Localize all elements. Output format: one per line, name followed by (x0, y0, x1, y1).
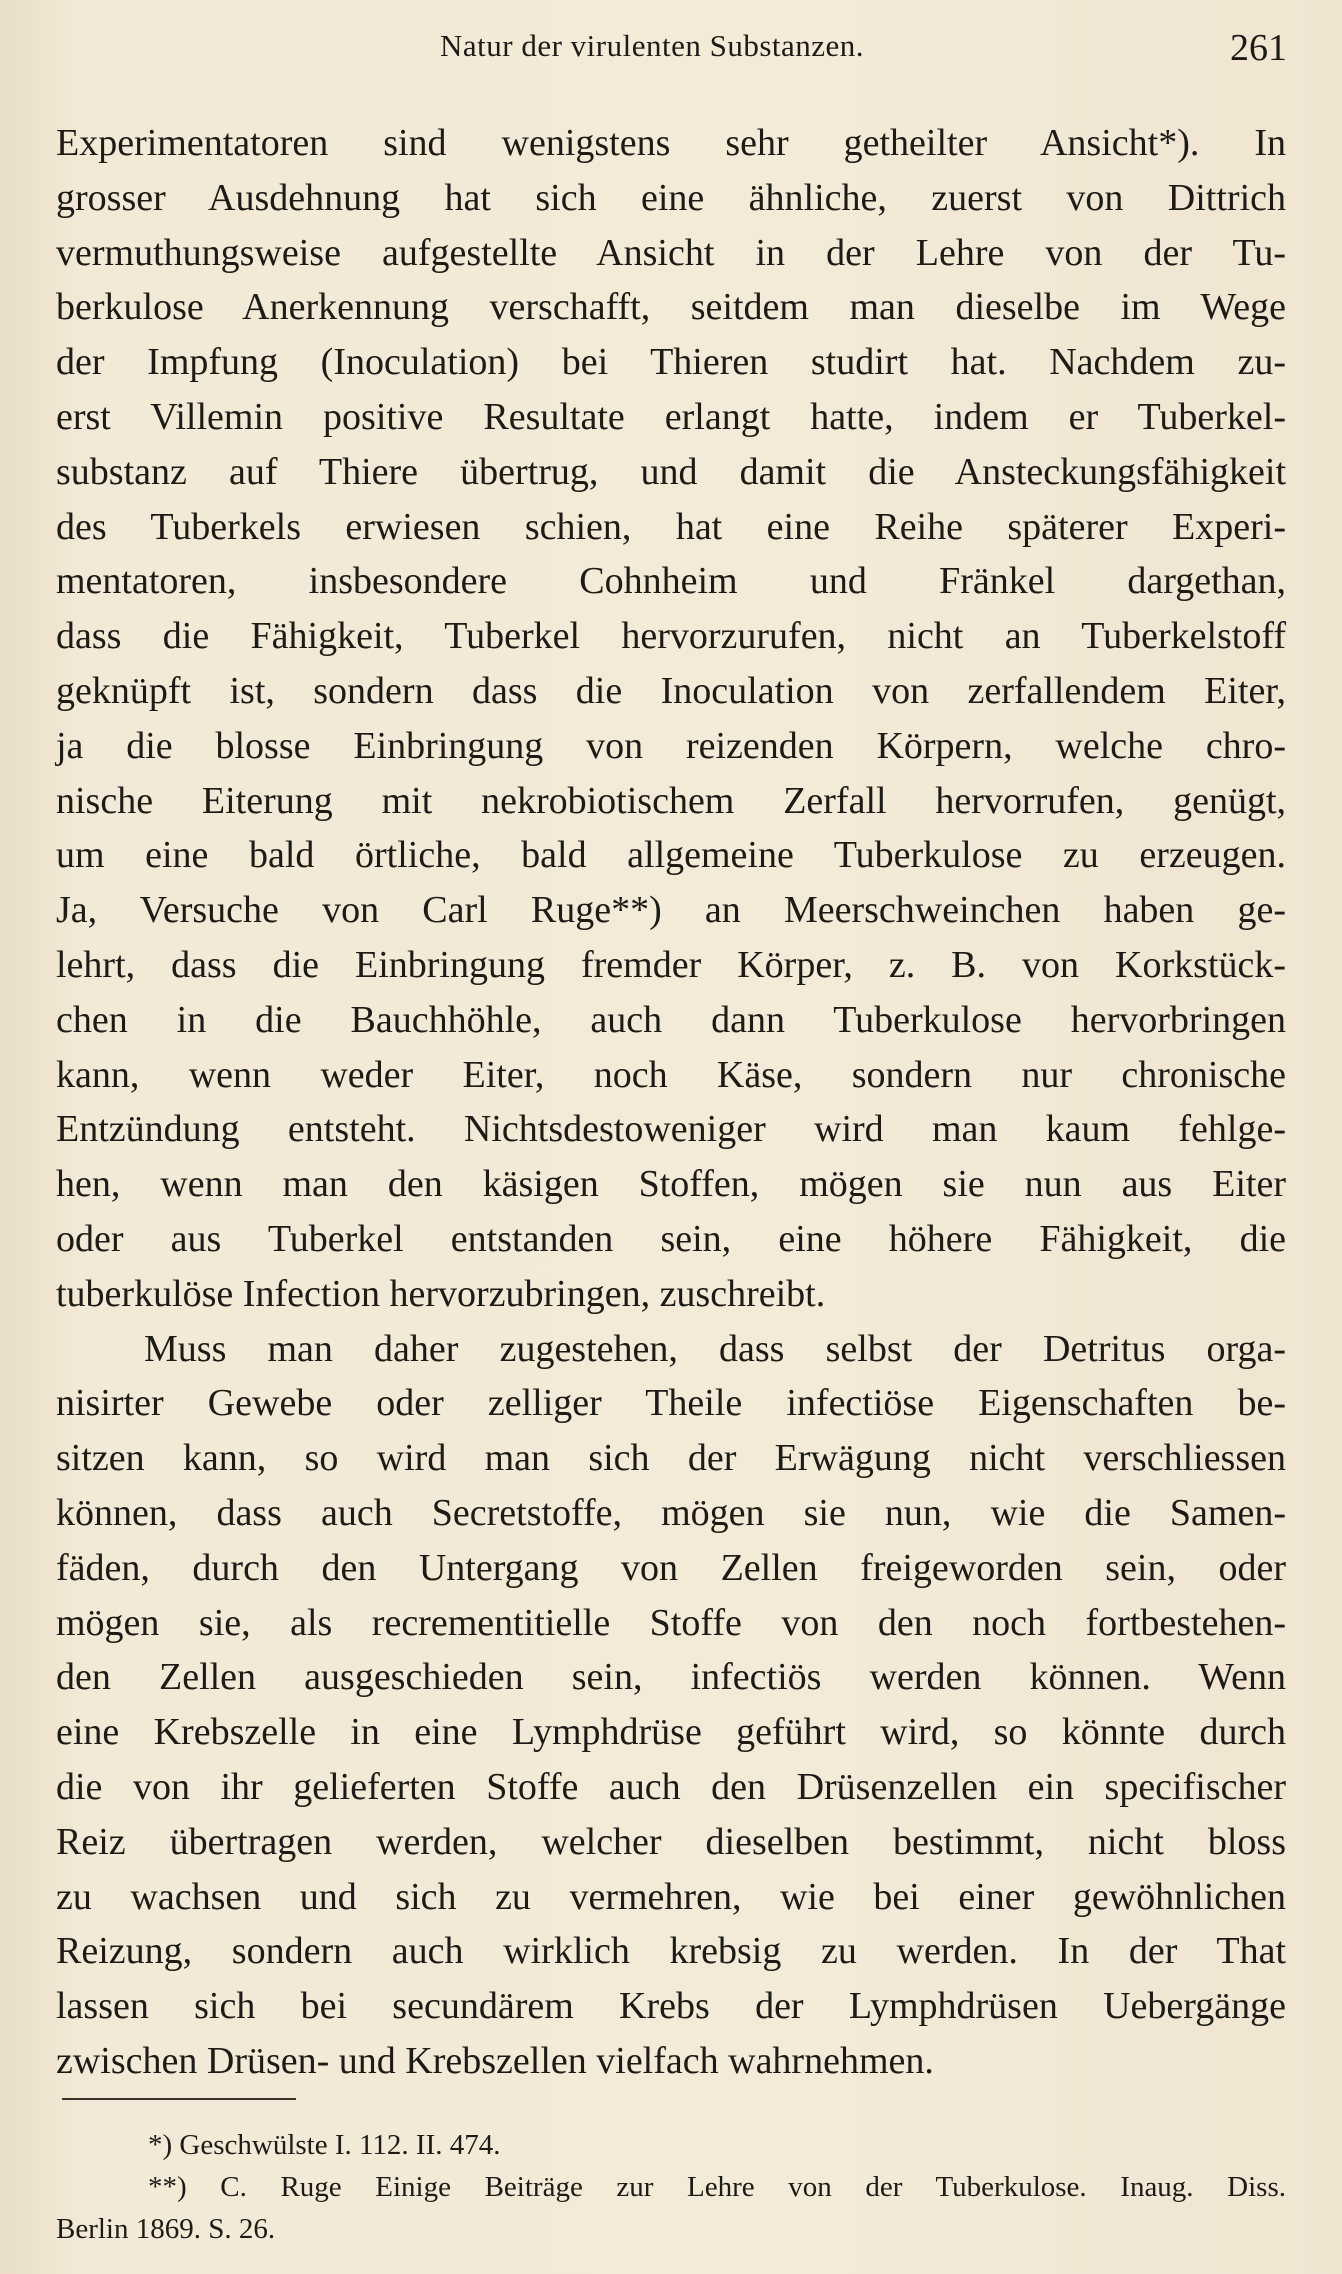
text-line: dass die Fähigkeit, Tuberkel hervorzurufen, nicht an Tuberkelstoff (56, 615, 1286, 658)
text-line: berkulose Anerkennung verschafft, seitdem man dieselbe im Wege (56, 286, 1286, 329)
text-line: können, dass auch Secretstoffe, mögen sie nun, wie die Samen- (56, 1491, 1286, 1534)
footnote-divider (62, 2098, 296, 2100)
text-line: oder aus Tuberkel entstanden sein, eine höhere Fähigkeit, die (56, 1217, 1286, 1260)
text-line: Entzündung entsteht. Nichtsdestoweniger wird man kaum fehlge- (56, 1108, 1286, 1151)
text-line: substanz auf Thiere übertrug, und damit die Ansteckungsfähigkeit (56, 450, 1286, 493)
text-line: Reiz übertragen werden, welcher dieselben bestimmt, nicht bloss (56, 1820, 1286, 1863)
text-line: geknüpft ist, sondern dass die Inoculation von zerfallendem Eiter, (56, 669, 1286, 712)
body-text (56, 116, 1286, 2089)
footnotes (56, 2124, 1286, 2250)
text-line: die von ihr gelieferten Stoffe auch den Drüsenzellen ein specifischer (56, 1765, 1286, 1808)
text-line: sitzen kann, so wird man sich der Erwägung nicht verschliessen (56, 1437, 1286, 1480)
text-line: nische Eiterung mit nekrobiotischem Zerfall hervorrufen, genügt, (56, 779, 1286, 822)
text-line: mögen sie, als recrementitielle Stoffe von den noch fortbestehen- (56, 1601, 1286, 1644)
text-line: tuberkulöse Infection hervorzubringen, zuschreibt. (56, 1272, 826, 1315)
text-line: grosser Ausdehnung hat sich eine ähnliche, zuerst von Dittrich (56, 176, 1286, 219)
text-line: um eine bald örtliche, bald allgemeine Tuberkulose zu erzeugen. (56, 834, 1286, 877)
text-line: kann, wenn weder Eiter, noch Käse, sondern nur chronische (56, 1053, 1286, 1096)
running-head-title: Natur der virulenten Substanzen. (440, 28, 865, 63)
text-line: hen, wenn man den käsigen Stoffen, mögen sie nun aus Eiter (56, 1163, 1286, 1206)
footnote-2-continuation: Berlin 1869. S. 26. (56, 2213, 276, 2245)
text-line: Ja, Versuche von Carl Ruge**) an Meerschweinchen haben ge- (56, 889, 1286, 932)
text-line: Reizung, sondern auch wirklich krebsig zu werden. In der That (56, 1930, 1286, 1973)
text-line: erst Villemin positive Resultate erlangt hatte, indem er Tuberkel- (56, 395, 1286, 438)
paragraph-1 (56, 116, 1286, 1322)
footnote-1: *) Geschwülste I. 112. II. 474. (148, 2129, 501, 2161)
text-line: fäden, durch den Untergang von Zellen freigeworden sein, oder (56, 1546, 1286, 1589)
text-line: lassen sich bei secundärem Krebs der Lymphdrüsen Uebergänge (56, 1985, 1286, 2028)
text-line: ja die blosse Einbringung von reizenden Körpern, welche chro- (56, 724, 1286, 767)
running-head (0, 28, 1342, 78)
text-line: zwischen Drüsen- und Krebszellen vielfach wahrnehmen. (56, 2039, 934, 2082)
text-line: Muss man daher zugestehen, dass selbst der Detritus orga- (144, 1327, 1286, 1370)
text-line: den Zellen ausgeschieden sein, infectiös werden können. Wenn (56, 1656, 1286, 1699)
footnote-2: **) C. Ruge Einige Beiträge zur Lehre von der Tuberkulose. Inaug. Diss. (148, 2171, 1286, 2203)
text-line: lehrt, dass die Einbringung fremder Körper, z. B. von Korkstück- (56, 943, 1286, 986)
text-line: Experimentatoren sind wenigstens sehr getheilter Ansicht*). In (56, 122, 1286, 164)
page-number: 261 (1230, 27, 1287, 69)
text-line: des Tuberkels erwiesen schien, hat eine Reihe späterer Experi- (56, 505, 1286, 548)
paragraph-2 (56, 1322, 1286, 2089)
text-line: zu wachsen und sich zu vermehren, wie bei einer gewöhnlichen (56, 1875, 1286, 1918)
text-line: der Impfung (Inoculation) bei Thieren studirt hat. Nachdem zu- (56, 341, 1286, 384)
text-line: nisirter Gewebe oder zelliger Theile infectiöse Eigenschaften be- (56, 1382, 1286, 1425)
text-line: vermuthungsweise aufgestellte Ansicht in der Lehre von der Tu- (56, 231, 1286, 274)
text-line: chen in die Bauchhöhle, auch dann Tuberkulose hervorbringen (56, 998, 1286, 1041)
text-line: eine Krebszelle in eine Lymphdrüse geführt wird, so könnte durch (56, 1711, 1286, 1754)
text-line: mentatoren, insbesondere Cohnheim und Fränkel dargethan, (56, 560, 1286, 603)
